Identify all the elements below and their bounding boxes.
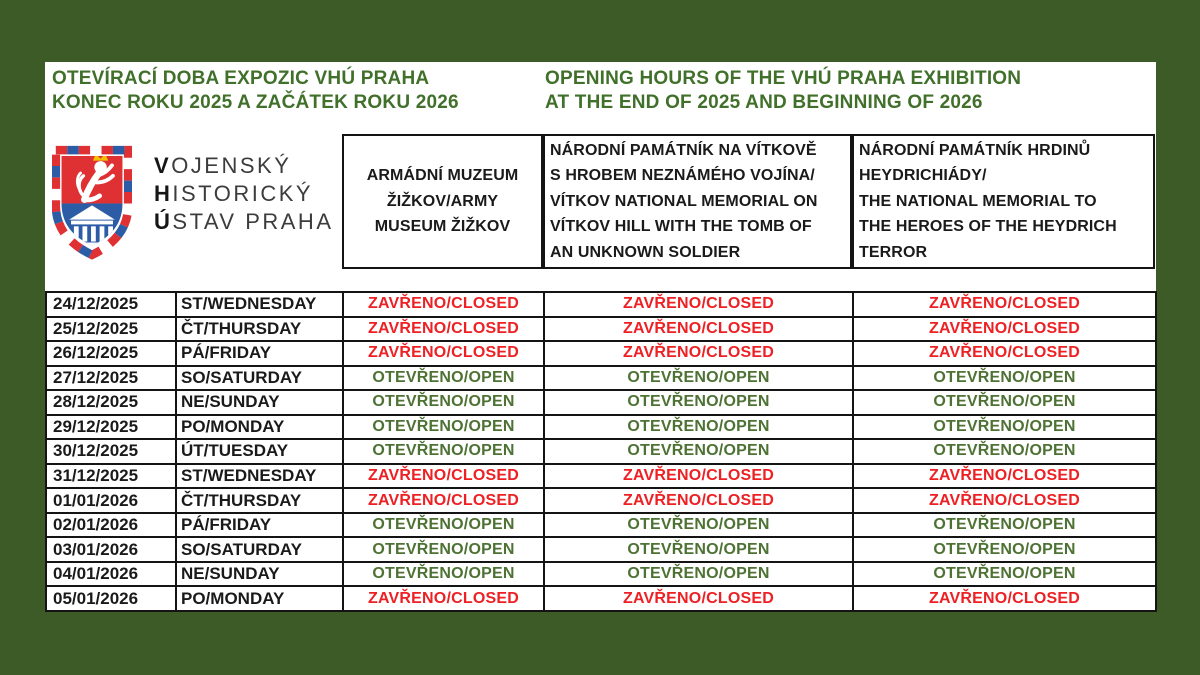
wordmark-initial: H bbox=[154, 181, 173, 206]
day-cell: PO/MONDAY bbox=[176, 415, 343, 440]
date-cell: 24/12/2025 bbox=[46, 292, 176, 317]
day-cell: PÁ/FRIDAY bbox=[176, 341, 343, 366]
column-header-line: NÁRODNÍ PAMÁTNÍK NA VÍTKOVĚ bbox=[550, 141, 817, 159]
wordmark-line2 bbox=[154, 180, 334, 208]
status-cell-army-museum: OTEVŘENO/OPEN bbox=[343, 390, 544, 415]
title-english bbox=[545, 67, 1021, 115]
wordmark-initial: V bbox=[154, 153, 172, 178]
title-english-line1: OPENING HOURS OF THE VHÚ PRAHA EXHIBITION bbox=[545, 68, 1022, 89]
status-cell-heydrich-memorial: ZAVŘENO/CLOSED bbox=[853, 317, 1156, 342]
table-row bbox=[46, 341, 1156, 366]
status-cell-army-museum: ZAVŘENO/CLOSED bbox=[343, 464, 544, 489]
vhu-wordmark bbox=[154, 152, 334, 236]
day-cell: ST/WEDNESDAY bbox=[176, 464, 343, 489]
status-cell-army-museum: OTEVŘENO/OPEN bbox=[343, 513, 544, 538]
day-cell: ST/WEDNESDAY bbox=[176, 292, 343, 317]
wordmark-rest: ISTORICKÝ bbox=[172, 181, 314, 206]
status-cell-army-museum: ZAVŘENO/CLOSED bbox=[343, 341, 544, 366]
day-cell: SO/SATURDAY bbox=[176, 537, 343, 562]
status-cell-heydrich-memorial: OTEVŘENO/OPEN bbox=[853, 537, 1156, 562]
status-cell-army-museum: OTEVŘENO/OPEN bbox=[343, 439, 544, 464]
status-cell-vitkov-memorial: OTEVŘENO/OPEN bbox=[544, 513, 853, 538]
day-cell: ÚT/TUESDAY bbox=[176, 439, 343, 464]
title-czech-line1: OTEVÍRACÍ DOBA EXPOZIC VHÚ PRAHA bbox=[52, 68, 430, 89]
status-cell-army-museum: OTEVŘENO/OPEN bbox=[343, 366, 544, 391]
flyer-panel bbox=[45, 62, 1156, 612]
date-cell: 29/12/2025 bbox=[46, 415, 176, 440]
day-cell: SO/SATURDAY bbox=[176, 366, 343, 391]
column-header-line: THE HEROES OF THE HEYDRICH bbox=[859, 218, 1117, 236]
wordmark-initial: Ú bbox=[154, 209, 173, 234]
table-row bbox=[46, 513, 1156, 538]
date-cell: 01/01/2026 bbox=[46, 488, 176, 513]
status-cell-vitkov-memorial: OTEVŘENO/OPEN bbox=[544, 366, 853, 391]
column-header-vitkov-memorial bbox=[543, 134, 852, 269]
status-cell-army-museum: ZAVŘENO/CLOSED bbox=[343, 488, 544, 513]
wordmark-rest: STAV PRAHA bbox=[172, 209, 334, 234]
column-header-line: HEYDRICHIÁDY/ bbox=[859, 167, 987, 185]
schedule-table bbox=[45, 291, 1157, 612]
column-header-line: S HROBEM NEZNÁMÉHO VOJÍNA/ bbox=[550, 167, 815, 185]
day-cell: NE/SUNDAY bbox=[176, 390, 343, 415]
status-cell-army-museum: OTEVŘENO/OPEN bbox=[343, 562, 544, 587]
status-cell-vitkov-memorial: OTEVŘENO/OPEN bbox=[544, 390, 853, 415]
status-cell-heydrich-memorial: OTEVŘENO/OPEN bbox=[853, 562, 1156, 587]
title-czech-line2: KONEC ROKU 2025 A ZAČÁTEK ROKU 2026 bbox=[52, 92, 459, 113]
table-row bbox=[46, 488, 1156, 513]
status-cell-heydrich-memorial: ZAVŘENO/CLOSED bbox=[853, 586, 1156, 611]
wordmark-rest: OJENSKÝ bbox=[171, 153, 292, 178]
status-cell-army-museum: ZAVŘENO/CLOSED bbox=[343, 292, 544, 317]
status-cell-heydrich-memorial: ZAVŘENO/CLOSED bbox=[853, 488, 1156, 513]
date-cell: 03/01/2026 bbox=[46, 537, 176, 562]
column-header-line: ŽIŽKOV/ARMY bbox=[386, 192, 499, 210]
column-header-heydrich-memorial bbox=[852, 134, 1155, 269]
status-cell-heydrich-memorial: OTEVŘENO/OPEN bbox=[853, 366, 1156, 391]
table-row bbox=[46, 317, 1156, 342]
title-english-line2: AT THE END OF 2025 AND BEGINNING OF 2026 bbox=[545, 92, 983, 113]
status-cell-vitkov-memorial: OTEVŘENO/OPEN bbox=[544, 562, 853, 587]
status-cell-heydrich-memorial: ZAVŘENO/CLOSED bbox=[853, 341, 1156, 366]
status-cell-heydrich-memorial: ZAVŘENO/CLOSED bbox=[853, 464, 1156, 489]
table-row bbox=[46, 464, 1156, 489]
status-cell-vitkov-memorial: ZAVŘENO/CLOSED bbox=[544, 317, 853, 342]
status-cell-vitkov-memorial: OTEVŘENO/OPEN bbox=[544, 537, 853, 562]
status-cell-vitkov-memorial: ZAVŘENO/CLOSED bbox=[544, 292, 853, 317]
day-cell: ČT/THURSDAY bbox=[176, 317, 343, 342]
status-cell-vitkov-memorial: ZAVŘENO/CLOSED bbox=[544, 464, 853, 489]
status-cell-army-museum: OTEVŘENO/OPEN bbox=[343, 415, 544, 440]
status-cell-vitkov-memorial: ZAVŘENO/CLOSED bbox=[544, 586, 853, 611]
day-cell: ČT/THURSDAY bbox=[176, 488, 343, 513]
status-cell-heydrich-memorial: OTEVŘENO/OPEN bbox=[853, 513, 1156, 538]
table-row bbox=[46, 292, 1156, 317]
status-cell-heydrich-memorial: OTEVŘENO/OPEN bbox=[853, 390, 1156, 415]
date-cell: 26/12/2025 bbox=[46, 341, 176, 366]
title-czech bbox=[52, 67, 459, 115]
status-cell-vitkov-memorial: OTEVŘENO/OPEN bbox=[544, 415, 853, 440]
table-row bbox=[46, 586, 1156, 611]
column-header-line: THE NATIONAL MEMORIAL TO bbox=[859, 192, 1097, 210]
wordmark-line3 bbox=[154, 208, 334, 236]
date-cell: 05/01/2026 bbox=[46, 586, 176, 611]
date-cell: 31/12/2025 bbox=[46, 464, 176, 489]
column-header-line: VÍTKOV NATIONAL MEMORIAL ON bbox=[550, 192, 818, 210]
column-header-line: AN UNKNOWN SOLDIER bbox=[550, 243, 741, 261]
date-cell: 25/12/2025 bbox=[46, 317, 176, 342]
day-cell: PÁ/FRIDAY bbox=[176, 513, 343, 538]
table-row bbox=[46, 439, 1156, 464]
schedule-table-body bbox=[46, 292, 1156, 611]
status-cell-army-museum: ZAVŘENO/CLOSED bbox=[343, 586, 544, 611]
vhu-shield-icon bbox=[52, 144, 132, 261]
day-cell: PO/MONDAY bbox=[176, 586, 343, 611]
date-cell: 04/01/2026 bbox=[46, 562, 176, 587]
status-cell-vitkov-memorial: ZAVŘENO/CLOSED bbox=[544, 488, 853, 513]
status-cell-army-museum: OTEVŘENO/OPEN bbox=[343, 537, 544, 562]
table-row bbox=[46, 390, 1156, 415]
status-cell-heydrich-memorial: OTEVŘENO/OPEN bbox=[853, 415, 1156, 440]
wordmark-line1 bbox=[154, 152, 334, 180]
table-row bbox=[46, 537, 1156, 562]
column-header-line: TERROR bbox=[859, 243, 928, 261]
date-cell: 30/12/2025 bbox=[46, 439, 176, 464]
vhu-logo bbox=[52, 142, 337, 264]
status-cell-army-museum: ZAVŘENO/CLOSED bbox=[343, 317, 544, 342]
date-cell: 02/01/2026 bbox=[46, 513, 176, 538]
date-cell: 28/12/2025 bbox=[46, 390, 176, 415]
status-cell-vitkov-memorial: OTEVŘENO/OPEN bbox=[544, 439, 853, 464]
table-row bbox=[46, 562, 1156, 587]
column-header-line: ARMÁDNÍ MUZEUM bbox=[366, 167, 519, 185]
status-cell-heydrich-memorial: ZAVŘENO/CLOSED bbox=[853, 292, 1156, 317]
column-header-line: MUSEUM ŽIŽKOV bbox=[374, 218, 511, 236]
column-header-line: NÁRODNÍ PAMÁTNÍK HRDINŮ bbox=[859, 141, 1091, 159]
status-cell-vitkov-memorial: ZAVŘENO/CLOSED bbox=[544, 341, 853, 366]
column-header-line: VÍTKOV HILL WITH THE TOMB OF bbox=[550, 218, 812, 236]
table-row bbox=[46, 366, 1156, 391]
table-row bbox=[46, 415, 1156, 440]
day-cell: NE/SUNDAY bbox=[176, 562, 343, 587]
date-cell: 27/12/2025 bbox=[46, 366, 176, 391]
status-cell-heydrich-memorial: OTEVŘENO/OPEN bbox=[853, 439, 1156, 464]
column-header-army-museum bbox=[342, 134, 543, 269]
